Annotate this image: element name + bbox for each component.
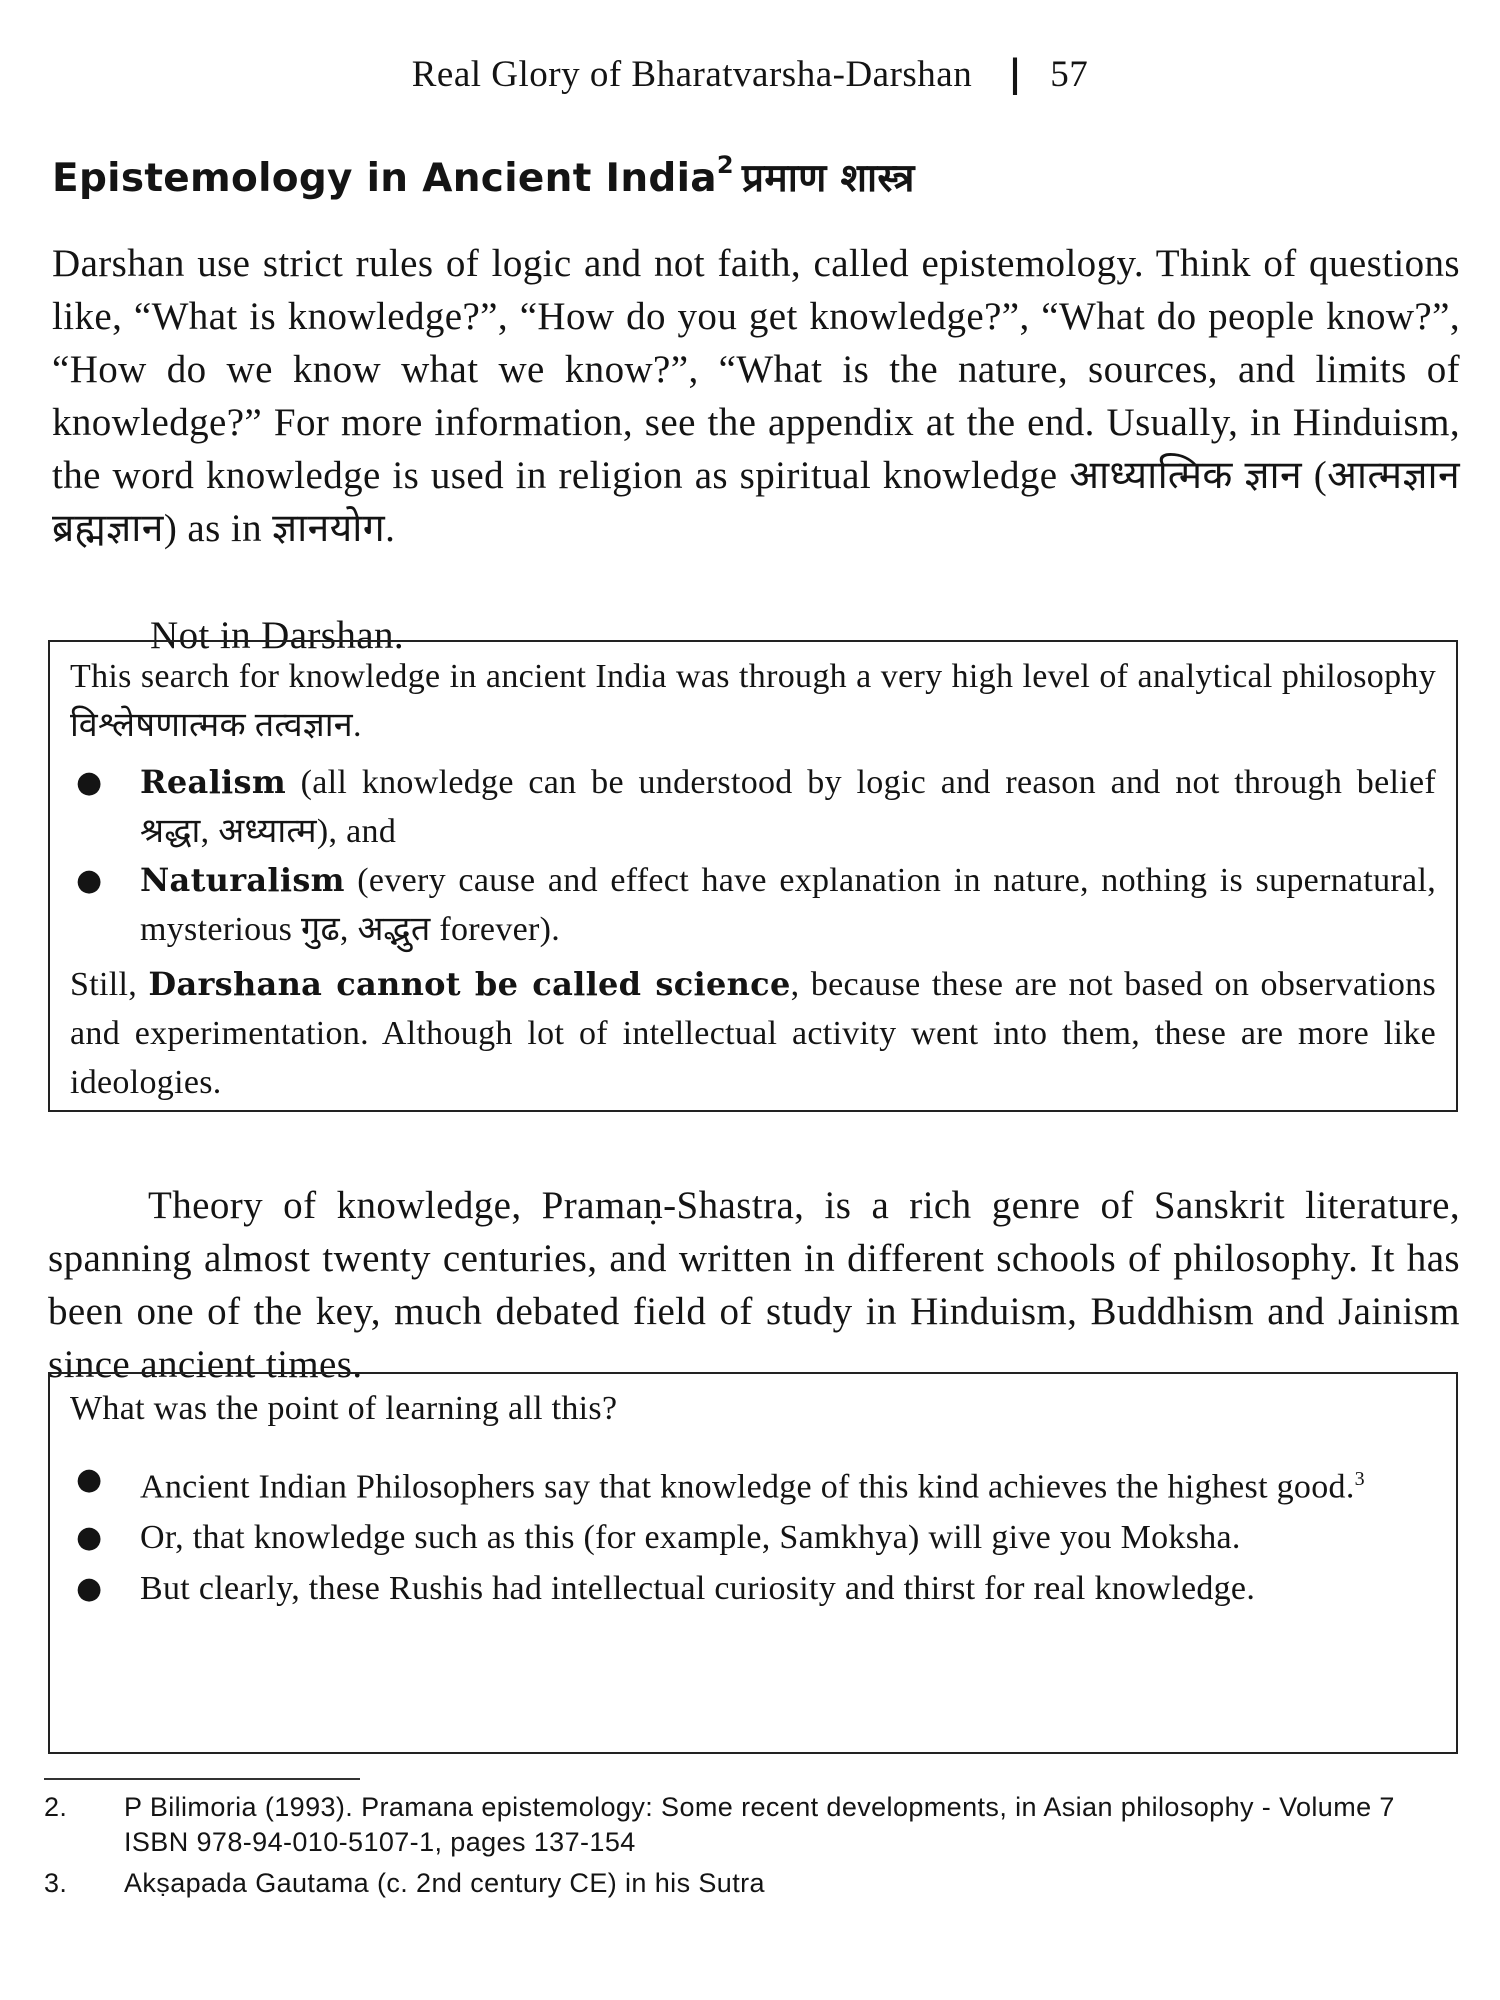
highest-good-text: Ancient Indian Philosophers say that knowledge of this kind achieves the highest good.: [140, 1468, 1355, 1506]
bullet-curiosity: [70, 1564, 1436, 1613]
intro-paragraph: Darshan use strict rules of logic and not faith, called epistemology. Think of questions like, “What is knowledge?”, “How do you get knowledge?”, “What do people know?”, “How do we know what we know?”, “What is the nature, sources, and limits of knowledge?” For more information, see the appendix at the end. Usually, in Hinduism, the word knowledge is used in religion as spiritual knowledge आध्यात्मिक ज्ञान (आत्मज्ञान ब्रह्मज्ञान) as in ज्ञानयोग.: [52, 242, 1460, 550]
box2-question: What was the point of learning all this?: [70, 1390, 618, 1427]
section-title-hindi: प्रमाण शास्त्र: [741, 156, 915, 201]
footnote-divider: [44, 1778, 360, 1780]
moksha-text: Or, that knowledge such as this (for example, Samkhya) will give you Moksha.: [140, 1519, 1241, 1557]
analytical-philosophy-box: [48, 640, 1458, 1112]
footnote-line: Akṣapada Gautama (c. 2nd century CE) in his Sutra: [124, 1868, 765, 1898]
bullet-dot-icon: ●: [76, 1520, 103, 1556]
bullet-realism: [70, 758, 1436, 856]
closing-pre: Still,: [70, 966, 149, 1003]
bullet-dot-icon: ●: [76, 765, 103, 800]
footnote-ref-2[interactable]: 2: [716, 151, 734, 179]
section-heading: [52, 150, 915, 203]
bullet-naturalism: [70, 856, 1436, 954]
naturalism-text: (every cause and effect have explanation in nature, nothing is supernatural, mysterious गुढ, अद्भुत forever).: [140, 862, 1436, 948]
bullet-dot-icon: ●: [76, 1571, 103, 1607]
theory-paragraph-text: Theory of knowledge, Pramaṇ-Shastra, is a rich genre of Sanskrit literature, spanning almost twenty centuries, and written in different schools of philosophy. It has been one of the key, much debated field of study in Hinduism, Buddhism and Jainism since ancient times.: [48, 1184, 1460, 1386]
bullet-highest-good: [70, 1455, 1436, 1511]
theory-paragraph: [48, 1179, 1460, 1391]
box1-closing: [70, 960, 1436, 1107]
footnote-ref-3[interactable]: 3: [1354, 1468, 1365, 1490]
footnote-number: 3.: [44, 1868, 68, 1898]
closing-post: , because these are not based on observations and experimentation. Although lot of intellectual activity went into them, these are more like ideologies.: [70, 966, 1436, 1101]
curiosity-text: But clearly, these Rushis had intellectual curiosity and thirst for real knowledge.: [140, 1570, 1256, 1608]
footnote-3: [44, 1866, 1460, 1901]
box1-bullet-list: [70, 758, 1436, 954]
not-in-darshan-line: Not in Darshan.: [150, 614, 405, 657]
bullet-dot-icon: ●: [76, 863, 103, 898]
bullet-dot-icon: ●: [76, 1462, 103, 1497]
closing-bold: Darshana cannot be called science: [148, 965, 791, 1003]
realism-text: (all knowledge can be understood by logic and reason and not through belief श्रद्धा, अध्यात्म), and: [140, 764, 1436, 850]
box2-bullet-list: [70, 1455, 1436, 1613]
footnote-line: ISBN 978-94-010-5107-1, pages 137-154: [124, 1827, 636, 1857]
bullet-moksha: [70, 1513, 1436, 1562]
footnote-number: 2.: [44, 1792, 68, 1822]
point-of-learning-box: [48, 1372, 1458, 1754]
naturalism-term: Naturalism: [140, 861, 345, 899]
realism-term: Realism: [140, 763, 286, 801]
book-title: Real Glory of Bharatvarsha-Darshan: [411, 54, 973, 95]
running-header: [0, 52, 1500, 96]
footnote-line: P Bilimoria (1993). Pramana epistemology: Some recent developments, in Asian philosophy - Volume 7: [124, 1792, 1395, 1822]
footnotes: [44, 1790, 1460, 1907]
header-separator: |: [1008, 52, 1023, 95]
page-number: 57: [1050, 54, 1089, 95]
box1-intro: This search for knowledge in ancient India was through a very high level of analytical philosophy विश्लेषणात्मक तत्वज्ञान.: [70, 658, 1436, 744]
section-title-text: Epistemology in Ancient India: [52, 156, 717, 201]
footnote-2: [44, 1790, 1460, 1860]
